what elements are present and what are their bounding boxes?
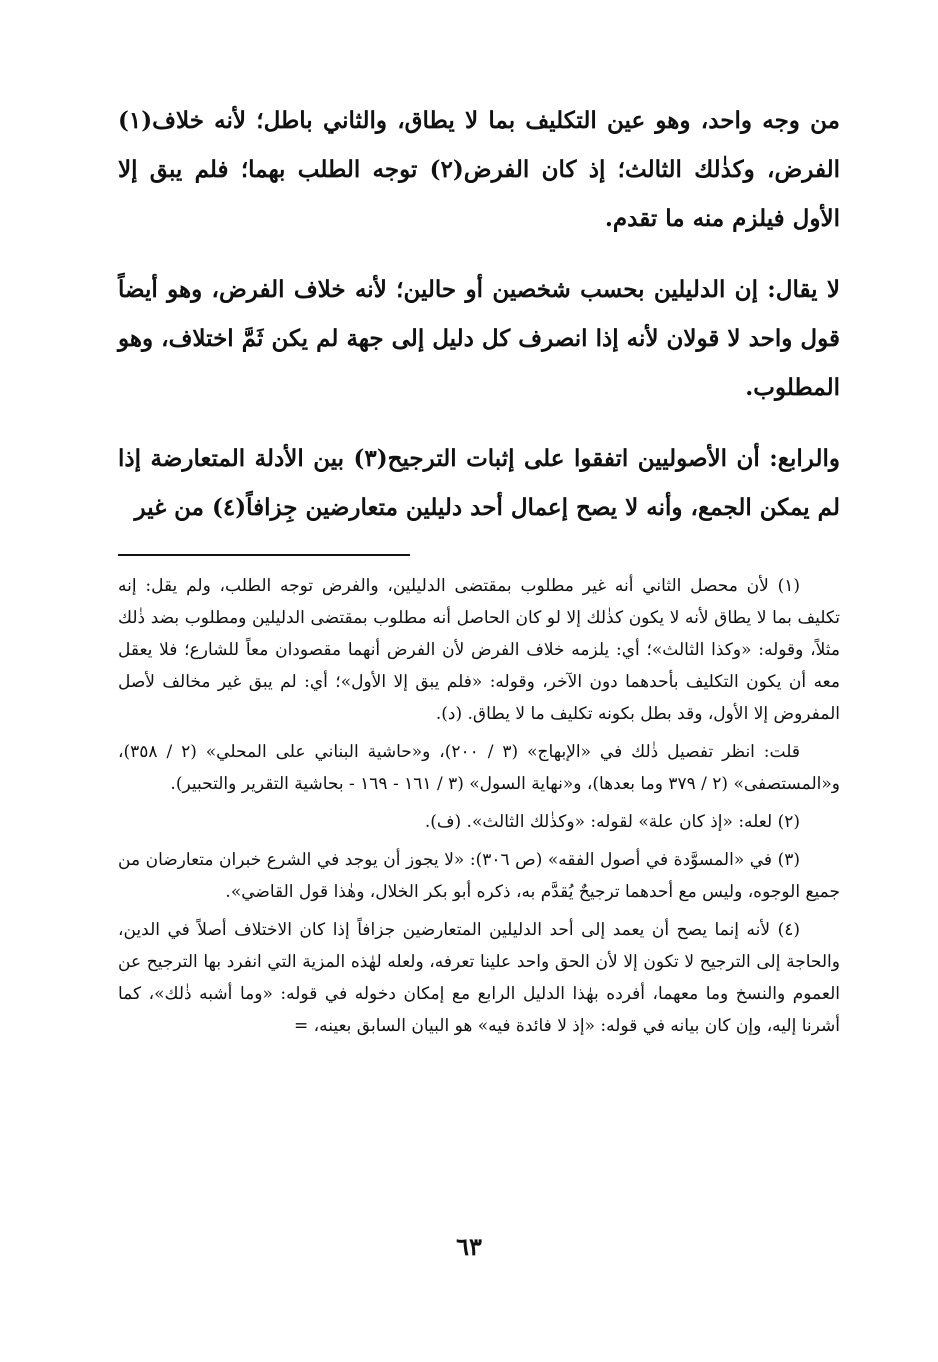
paragraph-text: أن الأصوليين اتفقوا على إثبات الترجيح(٣) بين الأدلة المتعارضة إذا لم يمكن الجمع، وأنه لا يصح إعمال أحد دليلين متعارضين جِزافاً(٤) من غير [118, 445, 840, 521]
footnotes [118, 570, 840, 1042]
main-paragraph-3 [118, 434, 840, 532]
footnote-2: (٢) لعله: «إذ كان علة» لقوله: «وكذٰلك الثالث». (ف). [424, 812, 800, 832]
page-body [118, 96, 840, 1048]
main-paragraph-1: من وجه واحد، وهو عين التكليف بما لا يطاق، والثاني باطل؛ لأنه خلاف(١) الفرض، وكذٰلك الثالث؛ إذ كان الفرض(٢) توجه الطلب بهما؛ فلم يبق إلا الأول فيلزم منه ما تقدم. [118, 107, 840, 232]
paragraph-lead-word: والرابع: [769, 445, 840, 472]
footnote-divider [118, 554, 410, 556]
page-number: ٦٣ [456, 1232, 482, 1261]
footnote-1: (١) لأن محصل الثاني أنه غير مطلوب بمقتضى الدليلين، والفرض توجه الطلب، ولم يقل: إنه تكليف بما لا يطاق لأنه لا يكون كذٰلك إلا لو كان الحاصل أنه مطلوب بمقتضى الدليلين ومطلوب بضد ذٰلك مثلاً، وقوله: «وكذا الثالث»؛ أي: يلزمه خلاف الفرض لأن الفرض أنهما مقصودان معاً للشارع؛ فلا يعقل معه أن يكون التكليف بأحدهما دون الآخر، وقوله: «فلم يبق إلا الأول»؛ أي: لم يبق غير مخالف لأصل المفروض إلا الأول، وقد بطل بكونه تكليف ما لا يطاق. (د). [118, 576, 840, 724]
main-paragraph-2: لا يقال: إن الدليلين بحسب شخصين أو حالين؛ لأنه خلاف الفرض، وهو أيضاً قول واحد لا قولان لأنه إذا انصرف كل دليل إلى جهة لم يكن ثَمَّ اختلاف، وهو المطلوب. [118, 276, 840, 401]
footnote-1-reference: قلت: انظر تفصيل ذٰلك في «الإبهاج» (٣ / ٢٠٠)، و«حاشية البناني على المحلي» (٢ / ٣٥٨)، و«المستصفى» (٢ / ٣٧٩ وما بعدها)، و«نهاية السول» (٣ / ١٦١ - ١٦٩ - بحاشية التقرير والتحبير). [118, 742, 840, 794]
footnote-3: (٣) في «المسوَّدة في أصول الفقه» (ص ٣٠٦): «لا يجوز أن يوجد في الشرع خبران متعارضان من جميع الوجوه، وليس مع أحدهما ترجيحٌ يُقدَّم به، ذكره أبو بكر الخلال، وهٰذا قول القاضي». [118, 850, 840, 902]
footnote-4: (٤) لأنه إنما يصح أن يعمد إلى أحد الدليلين المتعارضين جزافاً إذا كان الاختلاف أصلاً في الدين، والحاجة إلى الترجيح لا تكون إلا لأن الحق واحد علينا تعرفه، ولعله لهٰذه المزية التي انفرد بها الترجيح عن العموم والنسخ وما معهما، أفرده بهٰذا الدليل الرابع مع إمكان دخوله في قوله: «وما أشبه ذٰلك»، كما أشرنا إليه، وإن كان بيانه في قوله: «إذ لا فائدة فيه» هو البيان السابق بعينه، = [118, 920, 840, 1036]
main-text [118, 96, 840, 532]
